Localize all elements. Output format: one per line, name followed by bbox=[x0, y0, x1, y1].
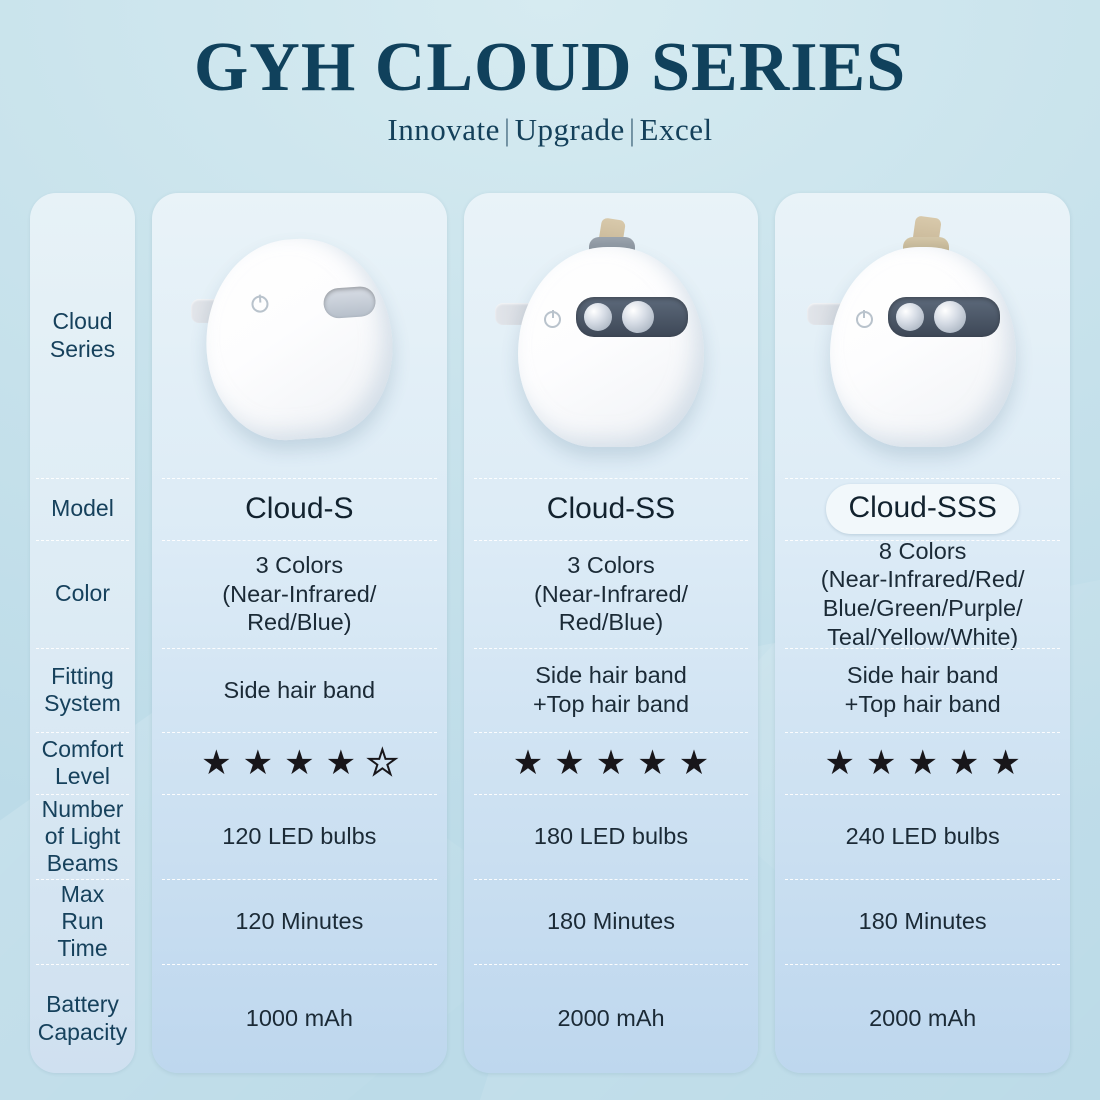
power-button-icon[interactable] bbox=[544, 311, 561, 328]
row-label-model: Model bbox=[30, 478, 135, 540]
lens-left bbox=[896, 303, 924, 331]
lens-right bbox=[622, 301, 654, 333]
lens-right bbox=[934, 301, 966, 333]
row-label-series bbox=[30, 193, 135, 478]
beams-cell-cloud-s: 120 LED bulbs bbox=[152, 794, 447, 879]
star-filled: ★ bbox=[554, 744, 585, 782]
row-label-column bbox=[30, 193, 135, 1073]
product-column-cloud-sss[interactable] bbox=[775, 193, 1070, 1073]
star-filled: ★ bbox=[284, 744, 315, 782]
model-name: Cloud-S bbox=[245, 492, 354, 525]
color-cell-cloud-s: 3 Colors (Near-Infrared/ Red/Blue) bbox=[152, 540, 447, 648]
runtime-cell-cloud-ss: 180 Minutes bbox=[464, 879, 759, 964]
star-filled: ★ bbox=[865, 744, 897, 782]
row-label-comfort-level: Comfort Level bbox=[30, 732, 135, 794]
led-mask-dual-lens-topband-icon bbox=[793, 211, 1053, 461]
led-mask-single-lens-icon bbox=[169, 211, 429, 461]
star-empty: ★ bbox=[367, 744, 398, 782]
star-filled: ★ bbox=[201, 744, 232, 782]
star-filled: ★ bbox=[907, 744, 938, 782]
lens-left bbox=[584, 303, 612, 331]
row-label-max-run-time: Max Run Time bbox=[30, 879, 135, 964]
rating-stars bbox=[513, 746, 709, 780]
runtime-cell-cloud-s: 120 Minutes bbox=[152, 879, 447, 964]
row-label-color: Color bbox=[30, 540, 135, 648]
header bbox=[0, 30, 1100, 148]
star-filled: ★ bbox=[678, 744, 710, 782]
row-label-light-beams: Number of Light Beams bbox=[30, 794, 135, 879]
power-button-icon[interactable] bbox=[251, 295, 269, 313]
model-cell-cloud-s bbox=[152, 478, 447, 540]
led-mask-dual-lens-topband-icon bbox=[481, 211, 741, 461]
star-filled: ★ bbox=[512, 744, 544, 782]
row-label-series-line1: Cloud bbox=[52, 308, 113, 335]
row-label-fitting-system: Fitting System bbox=[30, 648, 135, 732]
rating-stars bbox=[824, 746, 1020, 780]
star-filled: ★ bbox=[990, 744, 1021, 782]
comparison-table bbox=[30, 193, 1070, 1073]
star-filled: ★ bbox=[637, 744, 668, 782]
model-name-highlighted[interactable]: Cloud-SSS bbox=[826, 484, 1018, 534]
subtitle-part-3: Excel bbox=[639, 111, 713, 147]
page-subtitle bbox=[0, 112, 1100, 148]
rating-stars bbox=[201, 746, 397, 780]
star-filled: ★ bbox=[242, 744, 274, 782]
runtime-cell-cloud-sss: 180 Minutes bbox=[775, 879, 1070, 964]
page-title: GYH CLOUD SERIES bbox=[193, 29, 907, 106]
power-button-icon[interactable] bbox=[856, 311, 873, 328]
model-cell-cloud-sss bbox=[775, 478, 1070, 540]
model-name: Cloud-SS bbox=[546, 492, 676, 525]
comfort-cell-cloud-sss bbox=[775, 732, 1070, 794]
battery-cell-cloud-ss: 2000 mAh bbox=[464, 964, 759, 1073]
product-column-cloud-s[interactable] bbox=[152, 193, 447, 1073]
beams-cell-cloud-sss: 240 LED bulbs bbox=[775, 794, 1070, 879]
subtitle-separator-1: | bbox=[503, 111, 511, 147]
mask-body bbox=[518, 247, 704, 447]
mask-body bbox=[830, 247, 1016, 447]
product-image-cloud-s bbox=[152, 193, 447, 478]
fitting-cell-cloud-s: Side hair band bbox=[152, 648, 447, 732]
subtitle-separator-2: | bbox=[628, 111, 636, 147]
fitting-cell-cloud-ss: Side hair band +Top hair band bbox=[464, 648, 759, 732]
fitting-cell-cloud-sss: Side hair band +Top hair band bbox=[775, 648, 1070, 732]
color-cell-cloud-sss: 8 Colors (Near-Infrared/Red/ Blue/Green/Purple/ Teal/Yellow/White) bbox=[775, 540, 1070, 648]
subtitle-part-1: Innovate bbox=[387, 111, 500, 147]
comfort-cell-cloud-ss bbox=[464, 732, 759, 794]
subtitle-part-2: Upgrade bbox=[514, 111, 625, 147]
lens-slot bbox=[888, 297, 1000, 337]
mask-body bbox=[200, 232, 399, 444]
model-cell-cloud-ss bbox=[464, 478, 759, 540]
product-image-cloud-ss bbox=[464, 193, 759, 478]
star-filled: ★ bbox=[948, 744, 980, 782]
star-filled: ★ bbox=[325, 744, 357, 782]
beams-cell-cloud-ss: 180 LED bulbs bbox=[464, 794, 759, 879]
color-cell-cloud-ss: 3 Colors (Near-Infrared/ Red/Blue) bbox=[464, 540, 759, 648]
star-filled: ★ bbox=[595, 744, 627, 782]
product-column-cloud-ss[interactable] bbox=[464, 193, 759, 1073]
lens-slot bbox=[576, 297, 688, 337]
battery-cell-cloud-s: 1000 mAh bbox=[152, 964, 447, 1073]
star-filled: ★ bbox=[824, 744, 855, 782]
row-label-series-line2: Series bbox=[49, 335, 116, 362]
battery-cell-cloud-sss: 2000 mAh bbox=[775, 964, 1070, 1073]
lens-slot bbox=[323, 285, 377, 319]
product-image-cloud-sss bbox=[775, 193, 1070, 478]
row-label-battery-capacity: Battery Capacity bbox=[30, 964, 135, 1073]
comfort-cell-cloud-s bbox=[152, 732, 447, 794]
